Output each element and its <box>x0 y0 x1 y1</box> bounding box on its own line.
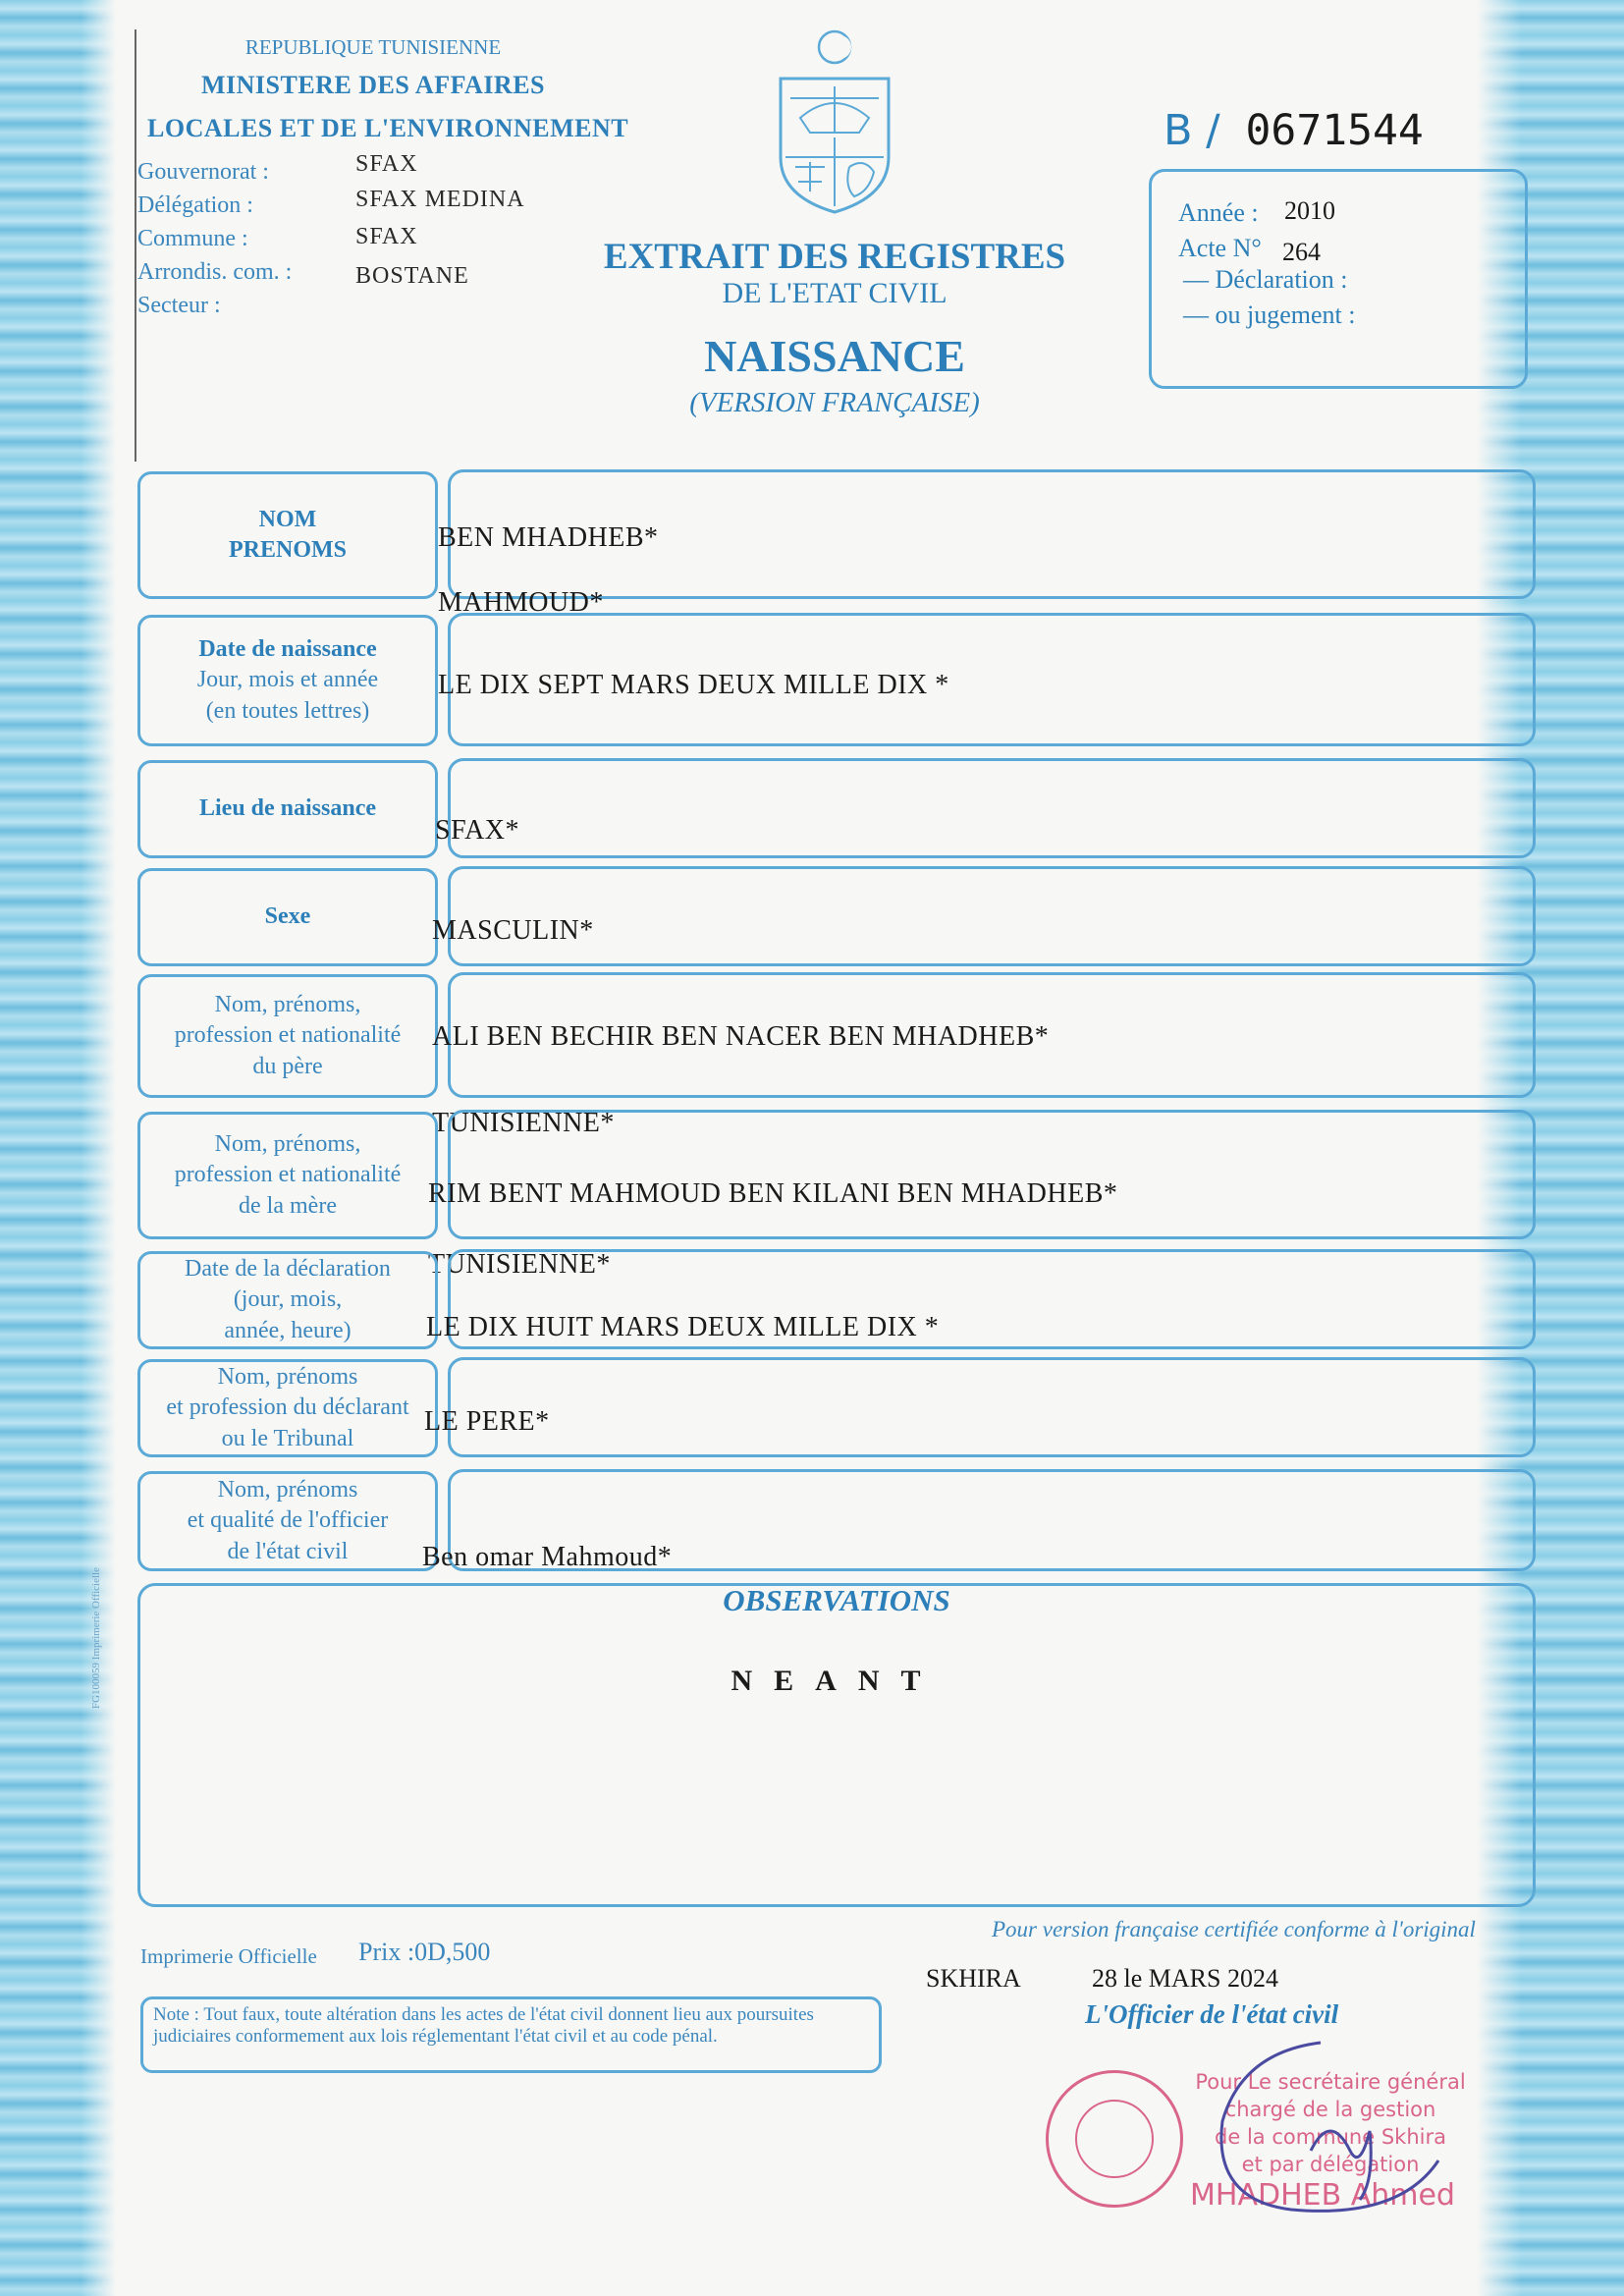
serial-prefix: B / <box>1164 106 1220 155</box>
serial-number <box>1164 106 1424 155</box>
stamp-line-1: Pour Le secrétaire général <box>1195 2070 1466 2094</box>
lieu-label-box <box>137 760 438 858</box>
legal-note: Note : Tout faux, toute altération dans les actes de l'état civil donnent lieu aux poursuites judiciaires conformement aux lois réglementant l'état civil et au code pénal. <box>140 1996 882 2073</box>
ministry-line-1: MINISTERE DES AFFAIRES <box>200 71 546 99</box>
document-version: (VERSION FRANÇAISE) <box>689 387 980 418</box>
date-naissance-label-box <box>137 615 438 746</box>
date-naissance-value: LE DIX SEPT MARS DEUX MILLE DIX * <box>438 670 949 700</box>
declarant-label-1: Nom, prénoms <box>217 1364 358 1391</box>
lieu-value-box <box>448 758 1536 858</box>
stamp-line-2: chargé de la gestion <box>1224 2098 1436 2121</box>
decl-label-1: Date de la déclaration <box>185 1256 391 1283</box>
gouvernorat-value: SFAX <box>355 151 418 177</box>
observations-value: NEANT <box>731 1665 943 1697</box>
stamp-line-4: et par délégation <box>1241 2153 1420 2176</box>
observations-title: OBSERVATIONS <box>723 1583 950 1617</box>
mere-label-1: Nom, prénoms, <box>214 1131 361 1158</box>
document-subtitle: DE L'ETAT CIVIL <box>722 277 947 309</box>
declarant-label-2: et profession du déclarant <box>166 1394 409 1421</box>
header-divider <box>135 29 136 462</box>
jugement-label: — ou jugement : <box>1183 301 1356 329</box>
pere-label-3: du père <box>252 1053 323 1079</box>
prix-label: Prix :0D,500 <box>358 1938 491 1966</box>
nom-value: BEN MHADHEB* <box>438 522 659 553</box>
sexe-label: Sexe <box>264 903 311 930</box>
stamp-name: MHADHEB Ahmed <box>1190 2178 1455 2213</box>
officier-label-box <box>137 1471 438 1571</box>
decorative-border-left <box>0 0 116 2296</box>
nom-prenoms-label-box <box>137 471 438 599</box>
officier-label-1: Nom, prénoms <box>217 1477 358 1503</box>
sexe-value-box <box>448 866 1536 966</box>
document-title: EXTRAIT DES REGISTRES <box>603 237 1066 277</box>
acte-value: 264 <box>1282 238 1321 266</box>
side-print-code: FG100059 Imprimerie Officielle <box>90 1567 102 1709</box>
commune-value: SFAX <box>355 224 418 249</box>
declarant-value-box <box>448 1357 1536 1457</box>
pere-label-1: Nom, prénoms, <box>214 992 361 1018</box>
mere-label-2: profession et nationalité <box>174 1162 402 1188</box>
commune-label: Commune : <box>137 226 248 251</box>
arrondis-label: Arrondis. com. : <box>137 259 293 285</box>
officier-title: L'Officier de l'état civil <box>1085 1999 1339 2029</box>
declaration-label: — Déclaration : <box>1183 265 1348 294</box>
date-naissance-sub1: Jour, mois et année <box>196 667 379 693</box>
document-type: NAISSANCE <box>704 331 965 381</box>
nom-label: NOM <box>258 506 317 532</box>
date-naissance-label: Date de naissance <box>198 636 377 663</box>
declaration-date-value: LE DIX HUIT MARS DEUX MILLE DIX * <box>426 1312 940 1342</box>
issue-date: 28 le MARS 2024 <box>1092 1964 1278 1993</box>
imprimerie-label: Imprimerie Officielle <box>140 1944 317 1968</box>
issue-place: SKHIRA <box>926 1964 1021 1993</box>
officier-label-2: et qualité de l'officier <box>187 1507 389 1534</box>
prenom-value: MAHMOUD* <box>438 587 604 618</box>
serial-value: 0671544 <box>1245 106 1424 155</box>
mere-nationalite-value: TUNISIENNE* <box>428 1249 611 1280</box>
lieu-value: SFAX* <box>435 815 520 846</box>
lieu-label: Lieu de naissance <box>198 795 377 822</box>
arrondis-value: BOSTANE <box>355 263 469 289</box>
declarant-value: LE PERE* <box>424 1406 550 1437</box>
republic-label: REPUBLIQUE TUNISIENNE <box>244 35 502 59</box>
seal-inner-ring <box>1075 2100 1154 2178</box>
prenoms-label: PRENOMS <box>229 537 347 563</box>
tunisia-emblem-icon <box>771 20 898 216</box>
officier-label-3: de l'état civil <box>227 1538 349 1564</box>
mere-label-box <box>137 1112 438 1239</box>
declarant-label-3: ou le Tribunal <box>221 1425 354 1451</box>
certification-text: Pour version française certifiée conforme à l'original <box>992 1917 1476 1941</box>
acte-label: Acte N° <box>1178 234 1262 262</box>
sexe-label-box <box>137 868 438 966</box>
date-naissance-sub2: (en toutes lettres) <box>205 697 370 724</box>
pere-label-2: profession et nationalité <box>174 1022 402 1049</box>
mere-value: RIM BENT MAHMOUD BEN KILANI BEN MHADHEB* <box>428 1178 1118 1209</box>
gouvernorat-label: Gouvernorat : <box>137 159 269 185</box>
delegation-label: Délégation : <box>137 192 253 218</box>
annee-value: 2010 <box>1284 196 1335 225</box>
officier-value: Ben omar Mahmoud* <box>422 1542 673 1572</box>
pere-value: ALI BEN BECHIR BEN NACER BEN MHADHEB* <box>432 1021 1050 1052</box>
annee-label: Année : <box>1178 198 1259 227</box>
pere-nationalite-value: TUNISIENNE* <box>432 1108 615 1138</box>
sexe-value: MASCULIN* <box>432 915 594 946</box>
declaration-date-label-box <box>137 1251 438 1349</box>
signature-icon <box>1203 2033 1458 2219</box>
secteur-label: Secteur : <box>137 293 221 318</box>
pere-label-box <box>137 974 438 1098</box>
ministry-line-2: LOCALES ET DE L'ENVIRONNEMENT <box>147 114 629 142</box>
stamp-line-3: de la commune Skhira <box>1215 2125 1446 2149</box>
declarant-label-box <box>137 1359 438 1457</box>
mere-value-box <box>448 1110 1536 1239</box>
decl-label-2: (jour, mois, <box>233 1286 343 1313</box>
mere-label-3: de la mère <box>239 1192 337 1219</box>
delegation-value: SFAX MEDINA <box>355 187 525 212</box>
observations-box <box>137 1583 1536 1907</box>
decl-label-3: année, heure) <box>224 1317 352 1343</box>
